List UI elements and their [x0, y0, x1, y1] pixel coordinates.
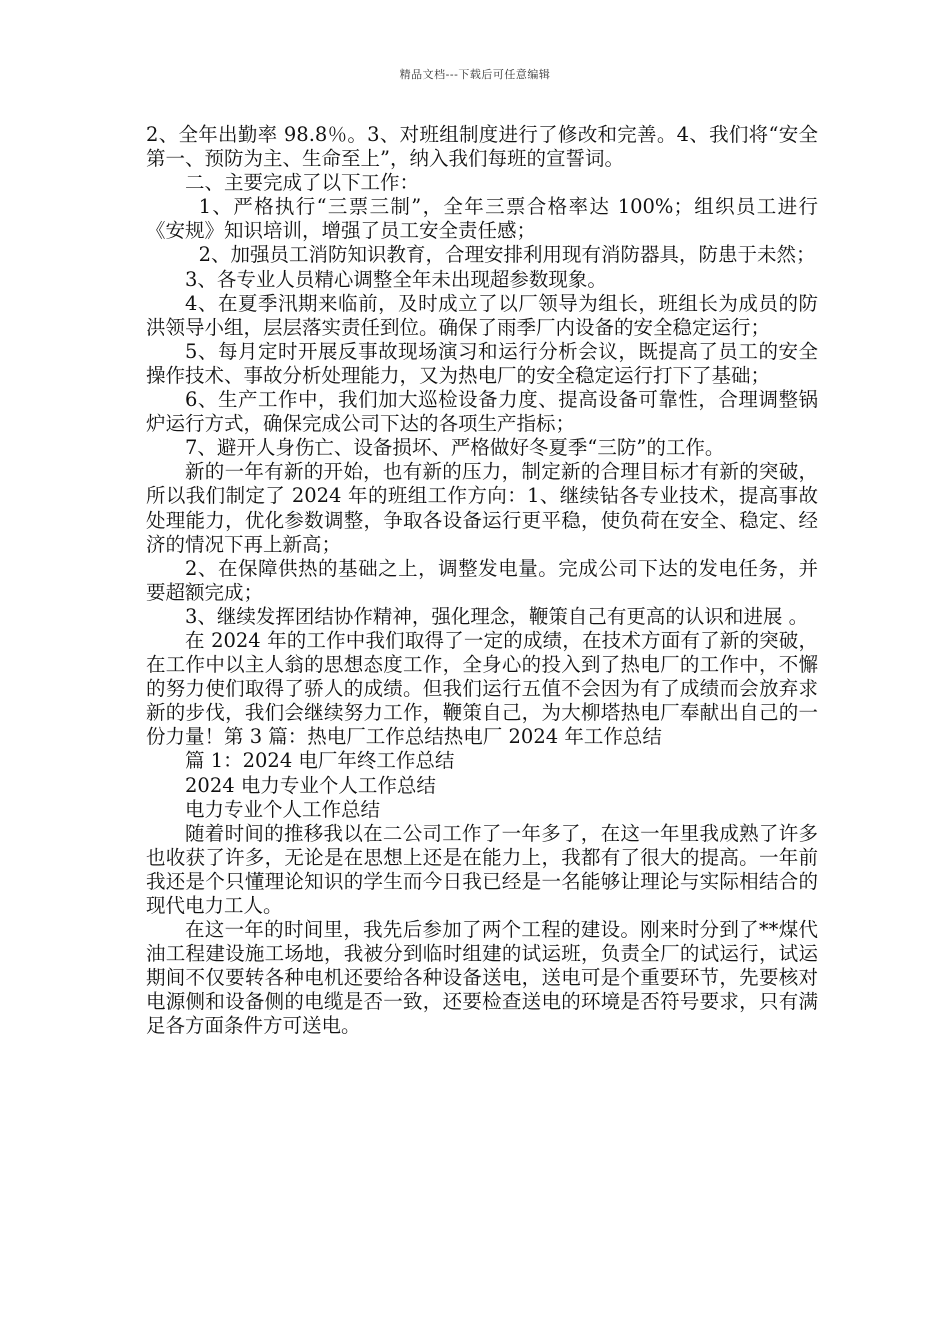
document-body: [146, 123, 818, 1039]
list-item: 4、在夏季汛期来临前，及时成立了以厂领导为组长，班组长为成员的防洪领导小组，层层落实责任到位。确保了雨季厂内设备的安全稳定运行；: [146, 291, 818, 339]
page-header-watermark: 精品文档---下载后可任意编辑: [399, 68, 551, 81]
paragraph: 新的一年有新的开始，也有新的压力，制定新的合理目标才有新的突破，所以我们制定了 2024 年的班组工作方向：1、继续钻各专业技术，提高事故处理能力，优化参数调整，争取各设备运行更平稳，使负荷在安全、稳定、经济的情况下再上新高；: [146, 460, 818, 556]
paragraph: 随着时间的推移我以在二公司工作了一年多了，在这一年里我成熟了许多也收获了许多，无论是在思想上还是在能力上，我都有了很大的提高。一年前我还是个只懂理论知识的学生而今日我已经是一名能够让理论与实际相结合的现代电力工人。: [146, 821, 818, 917]
list-item: 3、继续发挥团结协作精神，强化理念，鞭策自己有更高的认识和进展 。: [185, 604, 809, 628]
list-item: 3、各专业人员精心调整全年未出现超参数现象。: [185, 267, 607, 291]
list-item: 7、避开人身伤亡、设备损坏、严格做好冬夏季“三防”的工作。: [185, 436, 725, 460]
subtitle: 电力专业个人工作总结: [185, 797, 381, 821]
list-item: 5、每月定时开展反事故现场演习和运行分析会议，既提高了员工的安全操作技术、事故分析处理能力，又为热电厂的安全稳定运行打下了基础；: [146, 339, 818, 387]
subtitle: 2024 电力专业个人工作总结: [185, 773, 436, 797]
paragraph: 在 2024 年的工作中我们取得了一定的成绩，在技术方面有了新的突破，在工作中以主人翁的思想态度工作，全身心的投入到了热电厂的工作中，不懈的努力使们取得了骄人的成绩。但我们运行五值不会因为有了成绩而会放弃求新的步伐，我们会继续努力工作，鞭策自己，为大柳塔热电厂奉献出自己的一份力量！第 3 篇：热电厂工作总结热电厂 2024 年工作总结: [146, 628, 818, 749]
list-item: 1、严格执行“三票三制”，全年三票合格率达 100%；组织员工进行《安规》知识培训，增强了员工安全责任感；: [146, 195, 818, 243]
list-item: 2、加强员工消防知识教育，合理安排利用现有消防器具，防患于未然；: [198, 243, 816, 267]
section-heading: 二、主要完成了以下工作：: [185, 171, 420, 195]
list-item: 2、在保障供热的基础之上，调整发电量。完成公司下达的发电任务，并要超额完成；: [146, 556, 818, 604]
subtitle: 篇 1：2024 电厂年终工作总结: [185, 749, 455, 773]
paragraph: 在这一年的时间里，我先后参加了两个工程的建设。刚来时分到了**煤代油工程建设施工场地，我被分到临时组建的试运班，负责全厂的试运行，试运期间不仅要转各种电机还要给各种设备送电，送电可是个重要环节，先要核对电源侧和设备侧的电缆是否一致，还要检查送电的环境是否符号要求，只有满足各方面条件方可送电。: [146, 918, 818, 1038]
paragraph: 2、全年出勤率 98.8％。3、对班组制度进行了修改和完善。4、我们将“安全第一、预防为主、生命至上”，纳入我们每班的宣誓词。: [146, 123, 818, 171]
list-item: 6、生产工作中，我们加大巡检设备力度、提高设备可靠性，合理调整锅炉运行方式，确保完成公司下达的各项生产指标；: [146, 388, 818, 436]
